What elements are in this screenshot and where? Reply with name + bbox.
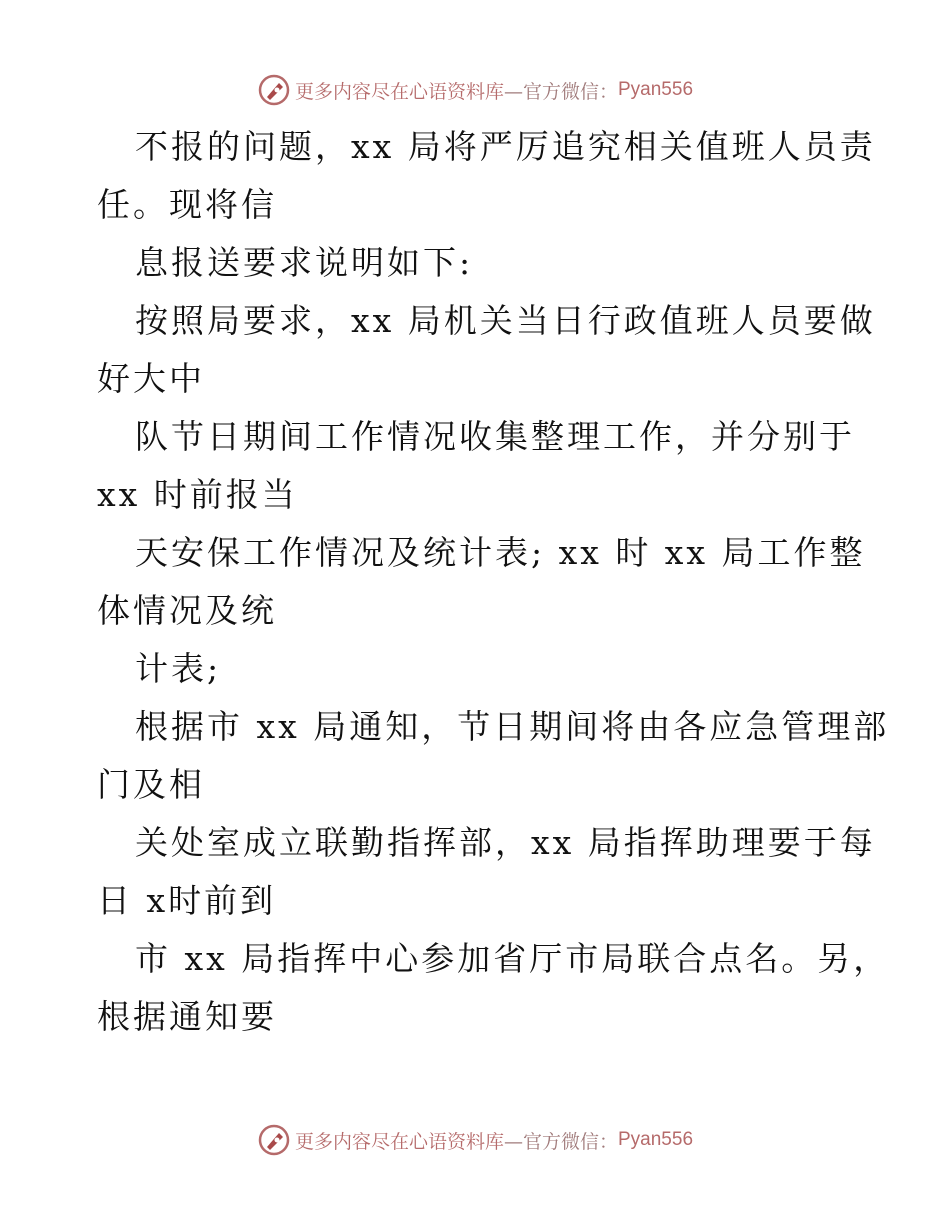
text-line: 日 x时前到	[97, 881, 277, 920]
text-line: 任。现将信	[97, 185, 277, 224]
pen-nib-circle-icon	[257, 73, 291, 107]
text-line: 天安保工作情况及统计表; xx 时 xx 局工作整	[135, 533, 866, 572]
text-line: xx 时前报当	[97, 475, 298, 514]
footer-watermark	[0, 1120, 950, 1160]
text-line: 关处室成立联勤指挥部，xx 局指挥助理要于每	[135, 823, 876, 862]
text-line: 市 xx 局指挥中心参加省厅市局联合点名。另，	[135, 939, 890, 978]
header-watermark	[0, 70, 950, 110]
text-line: 门及相	[97, 765, 205, 804]
watermark-text: 更多内容尽在心语资料库	[294, 1130, 504, 1153]
watermark-id: Pyan556	[618, 1129, 694, 1150]
document-body	[97, 118, 890, 1046]
text-line: 计表;	[135, 649, 222, 688]
watermark-id: Pyan556	[618, 79, 694, 100]
text-line: 根据市 xx 局通知，节日期间将由各应急管理部	[135, 707, 890, 746]
pen-nib-circle-icon	[257, 1123, 291, 1157]
text-line: 息报送要求说明如下:	[135, 243, 474, 282]
text-line: 根据通知要	[97, 997, 277, 1036]
text-line: 按照局要求，xx 局机关当日行政值班人员要做	[135, 301, 876, 340]
text-line: 队节日期间工作情况收集整理工作，并分别于	[135, 417, 855, 456]
watermark-text: 更多内容尽在心语资料库	[294, 80, 504, 103]
text-line: 不报的问题，xx 局将严厉追究相关值班人员责	[135, 127, 876, 166]
watermark-dash: —官方微信：	[503, 80, 618, 103]
text-line: 好大中	[97, 359, 205, 398]
text-line: 体情况及统	[97, 591, 277, 630]
watermark-dash: —官方微信：	[503, 1130, 618, 1153]
